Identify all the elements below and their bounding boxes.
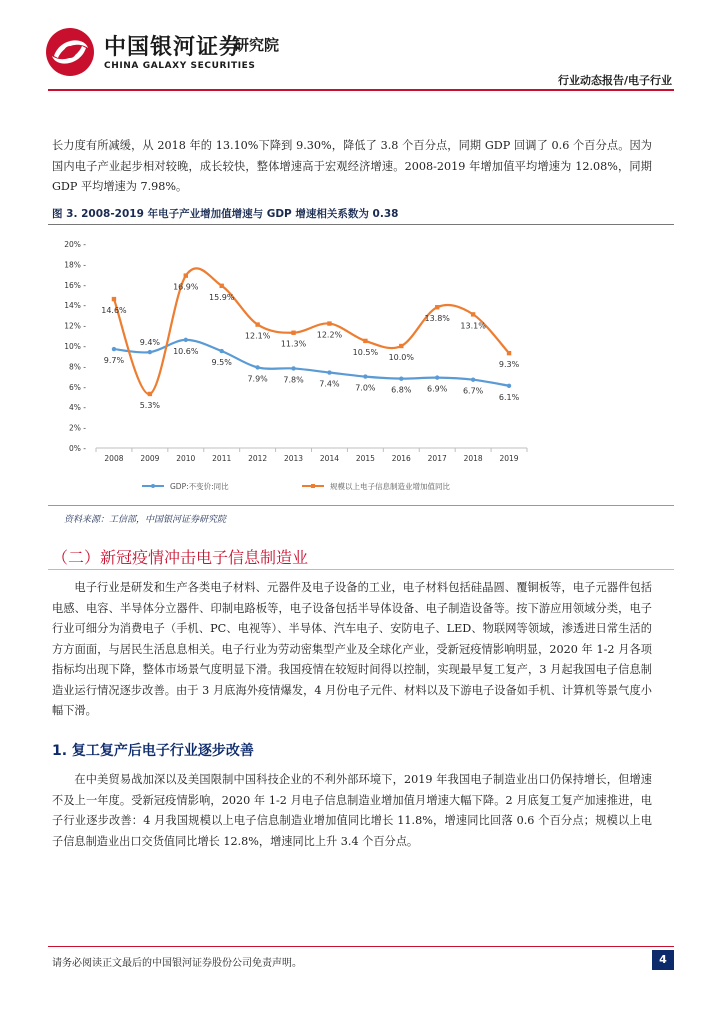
x-tick-label: 2016: [391, 454, 411, 463]
legend-label-1: GDP:不变价:同比: [170, 482, 229, 491]
electronics-data-label: 5.3%: [139, 400, 161, 410]
electronics-point: [363, 339, 367, 343]
section-heading: （二）新冠疫情冲击电子信息制造业: [52, 548, 309, 567]
electronics-data-label: 11.3%: [280, 339, 307, 349]
gdp-point: [184, 338, 188, 342]
y-axis: [64, 240, 86, 453]
electronics-data-label: 10.0%: [388, 353, 415, 362]
gdp-data-label: 7.0%: [355, 383, 376, 393]
galaxy-logo-icon: [44, 26, 96, 78]
electronics-point: [435, 305, 439, 309]
y-tick-label: 4% -: [69, 403, 86, 413]
gdp-point: [327, 370, 331, 374]
electronics-data-label: 9.3%: [498, 360, 520, 370]
gdp-point: [471, 377, 475, 381]
legend-marker-1: [151, 484, 155, 488]
page-number: 4: [652, 950, 674, 970]
figure-bottom-rule: [48, 505, 674, 506]
y-tick-label: 18% -: [64, 260, 86, 270]
header-divider: [48, 89, 674, 91]
y-tick-label: 6% -: [69, 382, 86, 392]
x-tick-label: 2017: [427, 454, 447, 463]
electronics-point: [399, 344, 403, 348]
electronics-point: [471, 312, 475, 316]
gdp-data-label: 7.8%: [283, 375, 304, 385]
electronics-point: [327, 321, 331, 325]
y-tick-label: 2% -: [69, 423, 86, 433]
electronics-point: [507, 351, 511, 355]
gdp-data-label: 9.4%: [139, 338, 161, 348]
gdp-point: [148, 350, 152, 354]
x-tick-label: 2011: [212, 454, 232, 463]
x-tick-label: 2012: [248, 454, 268, 463]
brand-name-en: CHINA GALAXY SECURITIES: [104, 61, 256, 71]
x-tick-label: 2009: [140, 454, 160, 463]
electronics-point: [255, 322, 259, 326]
electronics-data-label: 12.2%: [316, 330, 343, 340]
x-tick-label: 2019: [499, 454, 519, 463]
legend-label-2: 规模以上电子信息制造业增加值同比: [330, 482, 450, 491]
gdp-point: [363, 374, 367, 378]
gdp-point: [399, 376, 403, 380]
x-tick-label: 2013: [283, 454, 304, 463]
intro-paragraph: 长力度有所减缓，从 2018 年的 13.10%下降到 9.30%，降低了 3.8 个百分点，同期 GDP 回调了 0.6 个百分点。因为国内电子产业起步相对较晚，成长较快，整体增速高于宏观经济增速。2008-2019 年增加值平均增速为 12.08%，同期 GDP 平均增速为 7.98%。: [52, 139, 652, 193]
subsection-heading: 1. 复工复产后电子行业逐步改善: [52, 743, 254, 759]
gdp-data-label: 7.4%: [319, 379, 340, 389]
chart-legend: [142, 481, 450, 491]
x-tick-label: 2008: [104, 454, 124, 463]
subsection-paragraph: 在中美贸易战加深以及美国限制中国科技企业的不利外部环境下，2019 年我国电子制造业出口仍保持增长，但增速不及上一年度。受新冠疫情影响，2020 年 1-2 月电子信息制造业增加值月增速大幅下降。2 月底复工复产加速推进，电子行业逐步改善：4 月我国规模以上电子信息制造业增加值同比增长 11.8%，增速同比回落 0.6 个百分点；规模以上电子信息制造业出口交货值同比增长 12.8%，增速同比上升 3.4 个百分点。: [52, 773, 652, 848]
company-logo: [44, 24, 314, 84]
section-divider: [48, 569, 674, 570]
gdp-point: [507, 384, 511, 388]
section-paragraph: 电子行业是研发和生产各类电子材料、元器件及电子设备的工业，电子材料包括硅晶圆、覆铜板等，电子元器件包括电感、电容、半导体分立器件、印制电路板等，电子设备包括半导体设备、电子制造设备等。按下游应用领域分类，电子行业可细分为消费电子（手机、PC、电视等）、半导体、汽车电子、安防电子、LED、物联网等领域，渗透进日常生活的方方面面，与居民生活息息相关。电子行业为劳动密集型产业及全球化产业，受新冠疫情影响明显，2020 年 1-2 月各项指标均出现下降，整体市场景气度明显下滑。我国疫情在较短时间得以控制，实现最早复工复产，3 月起我国电子信息制造业运行情况逐步改善。由于 3 月底海外疫情爆发，4 月份电子元件、材料以及下游电子设备如手机、计算机等景气度小幅下滑。: [52, 581, 652, 717]
electronics-point: [148, 392, 152, 396]
gdp-data-label: 7.9%: [247, 374, 268, 384]
gdp-data-label: 6.7%: [462, 386, 484, 396]
y-tick-label: 20% -: [64, 240, 86, 249]
y-tick-label: 8% -: [69, 362, 86, 372]
y-tick-label: 12% -: [64, 321, 86, 331]
electronics-data-label: 16.9%: [173, 282, 199, 292]
gdp-data-label: 6.8%: [391, 385, 412, 395]
x-tick-label: 2014: [319, 454, 340, 463]
brand-subtitle: 研究院: [234, 36, 280, 54]
gdp-data-label: 9.5%: [211, 358, 232, 368]
figure-title: 图 3. 2008-2019 年电子产业增加值增速与 GDP 增速相关系数为 0.38: [52, 208, 399, 220]
gdp-data-label: 6.9%: [427, 384, 448, 394]
line-chart: [52, 228, 672, 500]
series-group: [112, 268, 511, 396]
y-tick-label: 14% -: [64, 301, 86, 311]
footer-disclaimer: 请务必阅读正文最后的中国银河证券股份公司免责声明。: [52, 958, 302, 969]
gdp-data-label: 6.1%: [498, 392, 520, 402]
x-tick-label: 2018: [463, 454, 483, 463]
gdp-point: [291, 366, 295, 370]
electronics-data-label: 14.6%: [101, 306, 127, 316]
electronics-data-label: 15.9%: [208, 292, 235, 302]
gdp-point: [255, 365, 259, 369]
brand-name-cn: 中国银河证券: [104, 35, 243, 60]
electronics-data-label: 12.1%: [244, 331, 271, 341]
gdp-data-label: 10.6%: [173, 346, 199, 356]
electronics-data-label: 13.8%: [424, 314, 450, 324]
chart-svg: [52, 228, 672, 500]
gdp-data-label: 9.7%: [103, 356, 125, 366]
legend-marker-2: [311, 484, 315, 488]
electronics-point: [291, 331, 295, 335]
figure-top-rule: [48, 224, 674, 225]
gdp-point: [112, 347, 116, 351]
footer-divider: [48, 946, 674, 947]
electronics-data-label: 10.5%: [352, 347, 379, 357]
electronics-point: [220, 284, 224, 288]
y-tick-label: 0% -: [69, 444, 86, 453]
electronics-point: [112, 297, 116, 301]
x-tick-label: 2010: [176, 454, 196, 463]
electronics-data-label: 13.1%: [460, 321, 486, 331]
x-tick-label: 2015: [355, 454, 375, 463]
figure-source: 资料来源：工信部，中国银河证券研究院: [64, 515, 227, 525]
gdp-point: [220, 349, 224, 353]
x-axis: [96, 448, 527, 463]
y-tick-label: 10% -: [64, 342, 86, 351]
y-tick-label: 16% -: [64, 280, 86, 290]
gdp-point: [435, 375, 439, 379]
report-category: 行业动态报告/电子行业: [557, 74, 672, 87]
electronics-point: [184, 273, 188, 277]
